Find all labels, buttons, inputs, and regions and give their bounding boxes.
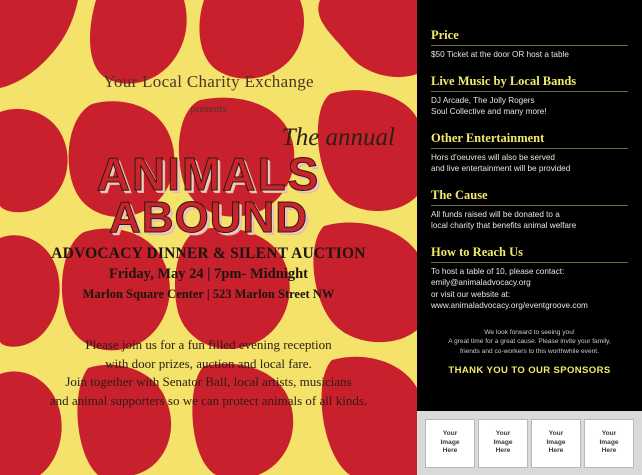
info-section-how-to-reach-us — [431, 245, 628, 312]
section-line: $50 Ticket at the door OR host a table — [431, 50, 569, 59]
section-heading: Price — [431, 28, 628, 46]
logo-line: Image — [546, 438, 566, 446]
logo-line: Here — [495, 447, 511, 455]
description-line: and animal supporters so we can protect animals of all kinds. — [49, 392, 368, 408]
sponsor-logo-strip — [417, 411, 642, 475]
section-line: or visit our website at: — [431, 289, 511, 299]
section-heading: Other Entertainment — [431, 131, 628, 149]
event-title — [0, 148, 417, 242]
description-line: Please join us for a fun filled evening reception — [85, 337, 332, 352]
logo-line: Image — [599, 438, 619, 446]
contact-website[interactable]: www.animaladvocacy.org/eventgroove.com — [431, 301, 588, 310]
closing-line: friends and co-workers to this worthwhile event. — [460, 347, 599, 355]
event-subtitle: ADVOCACY DINNER & SILENT AUCTION — [51, 245, 366, 262]
flyer-right-panel — [417, 0, 642, 475]
sponsor-logo-placeholder[interactable] — [425, 419, 475, 468]
the-annual-label: The annual — [281, 124, 395, 151]
info-section-other-entertainment — [431, 131, 628, 175]
closing-line: A great time for a great cause. Please invite your family, — [448, 338, 611, 345]
event-title-line-1: ANIMALS — [96, 148, 321, 200]
section-heading: Live Music by Local Bands — [431, 74, 628, 92]
event-description — [0, 336, 417, 410]
logo-line: Here — [442, 447, 458, 455]
section-line: DJ Arcade, The Jolly Rogers — [431, 95, 535, 105]
sponsor-logo-placeholder[interactable] — [478, 419, 528, 468]
logo-line: Your — [495, 430, 511, 438]
closing-message — [417, 328, 642, 357]
sponsor-logo-placeholder[interactable] — [531, 419, 581, 468]
logo-line: Here — [601, 447, 617, 455]
event-title-line-2: ABOUND — [108, 193, 309, 242]
logo-line: Here — [548, 447, 564, 455]
closing-line: We look forward to seeing you! — [484, 328, 575, 336]
info-section-live-music — [431, 74, 628, 118]
section-line: To host a table of 10, please contact: — [431, 266, 565, 276]
description-line: with door prizes, auction and local fare. — [105, 355, 312, 371]
logo-line: Your — [442, 430, 458, 438]
logo-line: Your — [601, 430, 617, 438]
section-line: local charity that benefits animal welfare — [431, 221, 577, 230]
logo-line: Image — [440, 438, 460, 446]
logo-line: Your — [548, 430, 564, 438]
info-section-the-cause — [431, 188, 628, 232]
info-section-price — [431, 28, 628, 61]
info-sections — [417, 0, 642, 312]
logo-line: Image — [493, 438, 513, 446]
section-heading: The Cause — [431, 188, 628, 206]
sponsors-heading: THANK YOU TO OUR SPONSORS — [448, 365, 611, 376]
sponsor-logo-placeholder[interactable] — [584, 419, 634, 468]
presents-label: presents — [190, 103, 227, 115]
description-line: Join together with Senator Ball, local artists, musicians — [65, 374, 352, 389]
contact-email[interactable]: emily@animaladvocacy.org — [431, 278, 531, 287]
section-line: Soul Collective and many more! — [431, 107, 547, 116]
section-line: All funds raised will be donated to a — [431, 209, 560, 219]
section-line: Hors d'oeuvres will also be served — [431, 152, 555, 162]
event-dateline: Friday, May 24 | 7pm- Midnight — [109, 266, 308, 282]
event-venue: Marlon Square Center | 523 Marlon Street NW — [82, 287, 335, 301]
section-heading: How to Reach Us — [431, 245, 628, 263]
organization-name: Your Local Charity Exchange — [103, 72, 314, 91]
section-line: and live entertainment will be provided — [431, 164, 571, 173]
